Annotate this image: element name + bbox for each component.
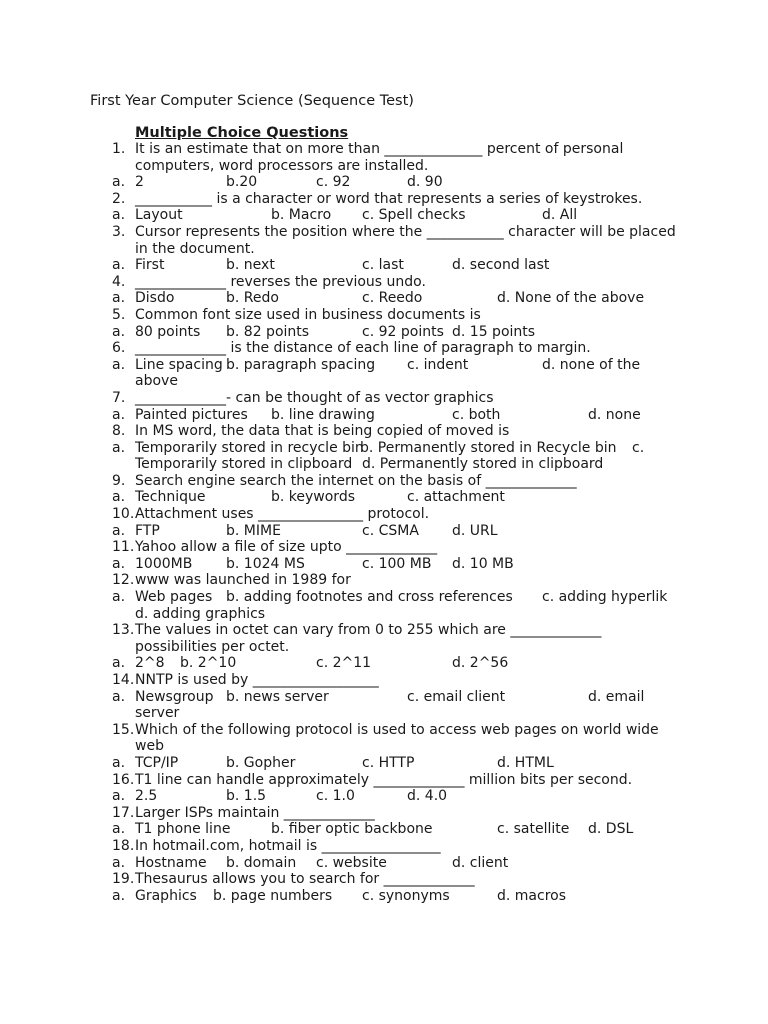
option-a: 80 points (135, 323, 201, 340)
option-a: Newsgroup (135, 688, 214, 705)
question-text-cont: possibilities per octet. (135, 638, 290, 655)
answer-label: a. (112, 522, 126, 539)
answer-label: a. (112, 821, 126, 838)
question-row (112, 307, 712, 324)
option-c: c. attachment (407, 489, 505, 506)
page-title: First Year Computer Science (Sequence Test) (90, 93, 414, 109)
option-a: Web pages (135, 589, 213, 606)
answer-row (112, 589, 712, 606)
question-text: The values in octet can vary from 0 to 255 which are _____________ (135, 622, 602, 639)
answer-row (112, 821, 712, 838)
option-c: c. 92 points (362, 323, 444, 340)
answer-label: a. (112, 290, 126, 307)
option-a: Layout (135, 207, 183, 224)
answer-label: a. (112, 655, 126, 672)
answer-label: a. (112, 754, 126, 771)
question-number: 4. (112, 273, 126, 290)
answer-label: a. (112, 174, 126, 191)
answer-row (112, 523, 712, 540)
question-row (112, 191, 712, 208)
option-c: c. (632, 439, 645, 456)
option-d: d. client (452, 854, 509, 871)
question-number: 15. (112, 721, 135, 738)
option-d: d. None of the above (497, 290, 645, 307)
answer-label: a. (112, 854, 126, 871)
option-b: b. next (226, 257, 275, 274)
question-number: 3. (112, 223, 126, 240)
question-number: 8. (112, 423, 126, 440)
question-row (112, 390, 712, 407)
option-a: Line spacing (135, 356, 223, 373)
option-c: c. adding hyperlik (542, 589, 668, 606)
question-text: _____________- can be thought of as vector graphics (135, 389, 494, 406)
question-text: In hotmail.com, hotmail is _________________ (135, 837, 441, 854)
option-a: Technique (135, 489, 206, 506)
option-d: d. none (588, 406, 641, 423)
option-b: b.20 (226, 174, 258, 191)
option-c: c. synonyms (362, 887, 450, 904)
question-row (112, 473, 712, 490)
option-a: Graphics (135, 887, 197, 904)
question-text: Cursor represents the position where the ___________ character will be placed (135, 223, 676, 240)
option-a: 2^8 (135, 655, 165, 672)
answer-row (112, 855, 712, 872)
answer-row (112, 290, 712, 307)
question-text: www was launched in 1989 for (135, 572, 351, 589)
option-b: b. fiber optic backbone (271, 821, 433, 838)
option-d: d. 10 MB (452, 555, 514, 572)
question-number: 9. (112, 472, 126, 489)
question-number: 14. (112, 672, 135, 688)
answer-row (112, 174, 712, 191)
question-row (112, 722, 712, 739)
answer-row (112, 788, 712, 805)
option-a: 1000MB (135, 555, 193, 572)
question-row (112, 141, 712, 158)
option-b: b. adding footnotes and cross references (226, 589, 513, 606)
option-b: b. MIME (226, 522, 281, 539)
question-text: Common font size used in business documents is (135, 306, 481, 323)
answer-row (112, 207, 712, 224)
question-text: ___________ is a character or word that represents a series of keystrokes. (135, 190, 643, 207)
question-row (112, 274, 712, 291)
question-number: 18. (112, 837, 135, 854)
question-number: 6. (112, 340, 126, 357)
option-b: b. page numbers (213, 887, 333, 904)
option-a: Hostname (135, 854, 207, 871)
question-number: 12. (112, 572, 135, 589)
question-number: 19. (112, 871, 135, 888)
answer-label: a. (112, 406, 126, 423)
question-row (112, 423, 712, 440)
answer-row (112, 324, 712, 341)
answer-label: a. (112, 207, 126, 224)
answer-row (112, 407, 712, 424)
answer-label: a. (112, 788, 126, 805)
answer-row (112, 755, 712, 772)
question-text: In MS word, the data that is being copied of moved is (135, 423, 510, 440)
option-d: d. 2^56 (452, 655, 509, 672)
option-a: FTP (135, 522, 160, 539)
option-b: b. Macro (271, 207, 332, 224)
answer-label: a. (112, 323, 126, 340)
question-number: 7. (112, 389, 126, 406)
answer-label: a. (112, 589, 126, 606)
option-b: b. Redo (226, 290, 279, 307)
question-row (112, 805, 712, 822)
answer-label: a. (112, 439, 126, 456)
question-text: NNTP is used by __________________ (135, 672, 379, 688)
question-row (112, 622, 712, 639)
option-a: T1 phone line (135, 821, 231, 838)
option-d: d. macros (497, 887, 567, 904)
question-row (112, 340, 712, 357)
option-b: b. Permanently stored in Recycle bin (360, 439, 617, 456)
option-d: d. All (542, 207, 578, 224)
option-d: d. second last (452, 257, 550, 274)
option-b: b. 2^10 (180, 655, 237, 672)
option-d: d. Permanently stored in clipboard (362, 456, 604, 473)
question-text: T1 line can handle approximately _____________ million bits per second. (135, 771, 633, 788)
answer-row-cont (112, 456, 712, 473)
option-d: d. HTML (497, 754, 554, 771)
question-number: 17. (112, 804, 135, 821)
option-c: c. both (452, 406, 501, 423)
question-row-cont (112, 738, 712, 755)
option-c: c. HTTP (362, 754, 415, 771)
question-number: 5. (112, 306, 126, 323)
question-number: 2. (112, 190, 126, 207)
question-row (112, 572, 712, 589)
answer-label: a. (112, 257, 126, 274)
option-a: Temporarily stored in recycle bin (135, 439, 364, 456)
question-text: It is an estimate that on more than ______________ percent of personal (135, 141, 624, 157)
option-b: b. line drawing (271, 406, 375, 423)
option-c: c. indent (407, 356, 469, 373)
option-c: c. email client (407, 688, 506, 705)
answer-text-cont: server (135, 705, 180, 722)
question-number: 11. (112, 539, 135, 556)
answer-label: a. (112, 688, 126, 705)
answer-row (112, 357, 712, 374)
option-d: d. URL (452, 522, 498, 539)
question-row (112, 772, 712, 789)
option-b: b. domain (226, 854, 297, 871)
answer-label: a. (112, 887, 126, 904)
question-text: Yahoo allow a file of size upto _____________ (135, 539, 438, 556)
question-row-cont (112, 639, 712, 656)
answer-text-cont: above (135, 373, 178, 390)
option-d: d. 90 (407, 174, 443, 191)
option-d: d. adding graphics (135, 605, 266, 622)
option-c: c. Spell checks (362, 207, 466, 224)
answer-row-cont (112, 606, 712, 623)
option-a: 2.5 (135, 788, 158, 805)
answer-row (112, 257, 712, 274)
question-text: Search engine search the internet on the basis of _____________ (135, 472, 577, 489)
question-text: _____________ reverses the previous undo. (135, 273, 426, 290)
option-c: c. 92 (316, 174, 351, 191)
question-row (112, 871, 712, 888)
option-a: Painted pictures (135, 406, 248, 423)
answer-row-cont (112, 705, 712, 722)
question-number: 1. (112, 141, 126, 157)
option-a: Disdo (135, 290, 175, 307)
option-b: b. keywords (271, 489, 355, 506)
option-d: d. email (588, 688, 645, 705)
question-row (112, 838, 712, 855)
option-c: c. CSMA (362, 522, 419, 539)
answer-label: a. (112, 555, 126, 572)
question-number: 10. (112, 506, 135, 523)
question-row-cont (112, 241, 712, 258)
option-d: d. 15 points (452, 323, 536, 340)
option-c: c. Reedo (362, 290, 423, 307)
question-text: Thesaurus allows you to search for _____________ (135, 871, 475, 888)
option-b: b. 82 points (226, 323, 310, 340)
option-b: b. paragraph spacing (226, 356, 376, 373)
question-row-cont (112, 158, 712, 175)
question-number: 16. (112, 771, 135, 788)
option-c: c. 1.0 (316, 788, 355, 805)
question-text: _____________ is the distance of each line of paragraph to margin. (135, 340, 591, 357)
option-d: d. DSL (588, 821, 634, 838)
question-row (112, 506, 712, 523)
option-c: c. 100 MB (362, 555, 432, 572)
question-text: Larger ISPs maintain _____________ (135, 804, 375, 821)
answer-row (112, 888, 712, 905)
question-row (112, 539, 712, 556)
option-d: d. 4.0 (407, 788, 448, 805)
option-b: b. 1.5 (226, 788, 267, 805)
answer-row (112, 689, 712, 706)
option-b: b. Gopher (226, 754, 296, 771)
option-c: c. satellite (497, 821, 570, 838)
question-list (112, 141, 712, 904)
option-a: First (135, 257, 165, 274)
answer-label: a. (112, 489, 126, 506)
answer-row-cont (112, 373, 712, 390)
option-a: 2 (135, 174, 144, 191)
question-text-cont: web (135, 738, 164, 755)
option-d: d. none of the (542, 356, 641, 373)
question-row (112, 224, 712, 241)
option-a: TCP/IP (135, 754, 179, 771)
question-text-cont: computers, word processors are installed. (135, 157, 429, 174)
question-text: Which of the following protocol is used to access web pages on world wide (135, 721, 659, 738)
option-c: c. website (316, 854, 387, 871)
question-text: Attachment uses _______________ protocol. (135, 506, 430, 523)
question-number: 13. (112, 622, 135, 639)
section-heading: Multiple Choice Questions (135, 125, 349, 141)
answer-row (112, 655, 712, 672)
answer-label: a. (112, 356, 126, 373)
option-b: b. 1024 MS (226, 555, 305, 572)
answer-row (112, 440, 712, 457)
option-b: b. news server (226, 688, 329, 705)
option-c: c. 2^11 (316, 655, 372, 672)
answer-row (112, 489, 712, 506)
question-row (112, 672, 712, 689)
option-c: c. last (362, 257, 404, 274)
answer-row (112, 556, 712, 573)
question-text-cont: in the document. (135, 240, 255, 257)
answer-text-cont: Temporarily stored in clipboard (135, 456, 353, 473)
